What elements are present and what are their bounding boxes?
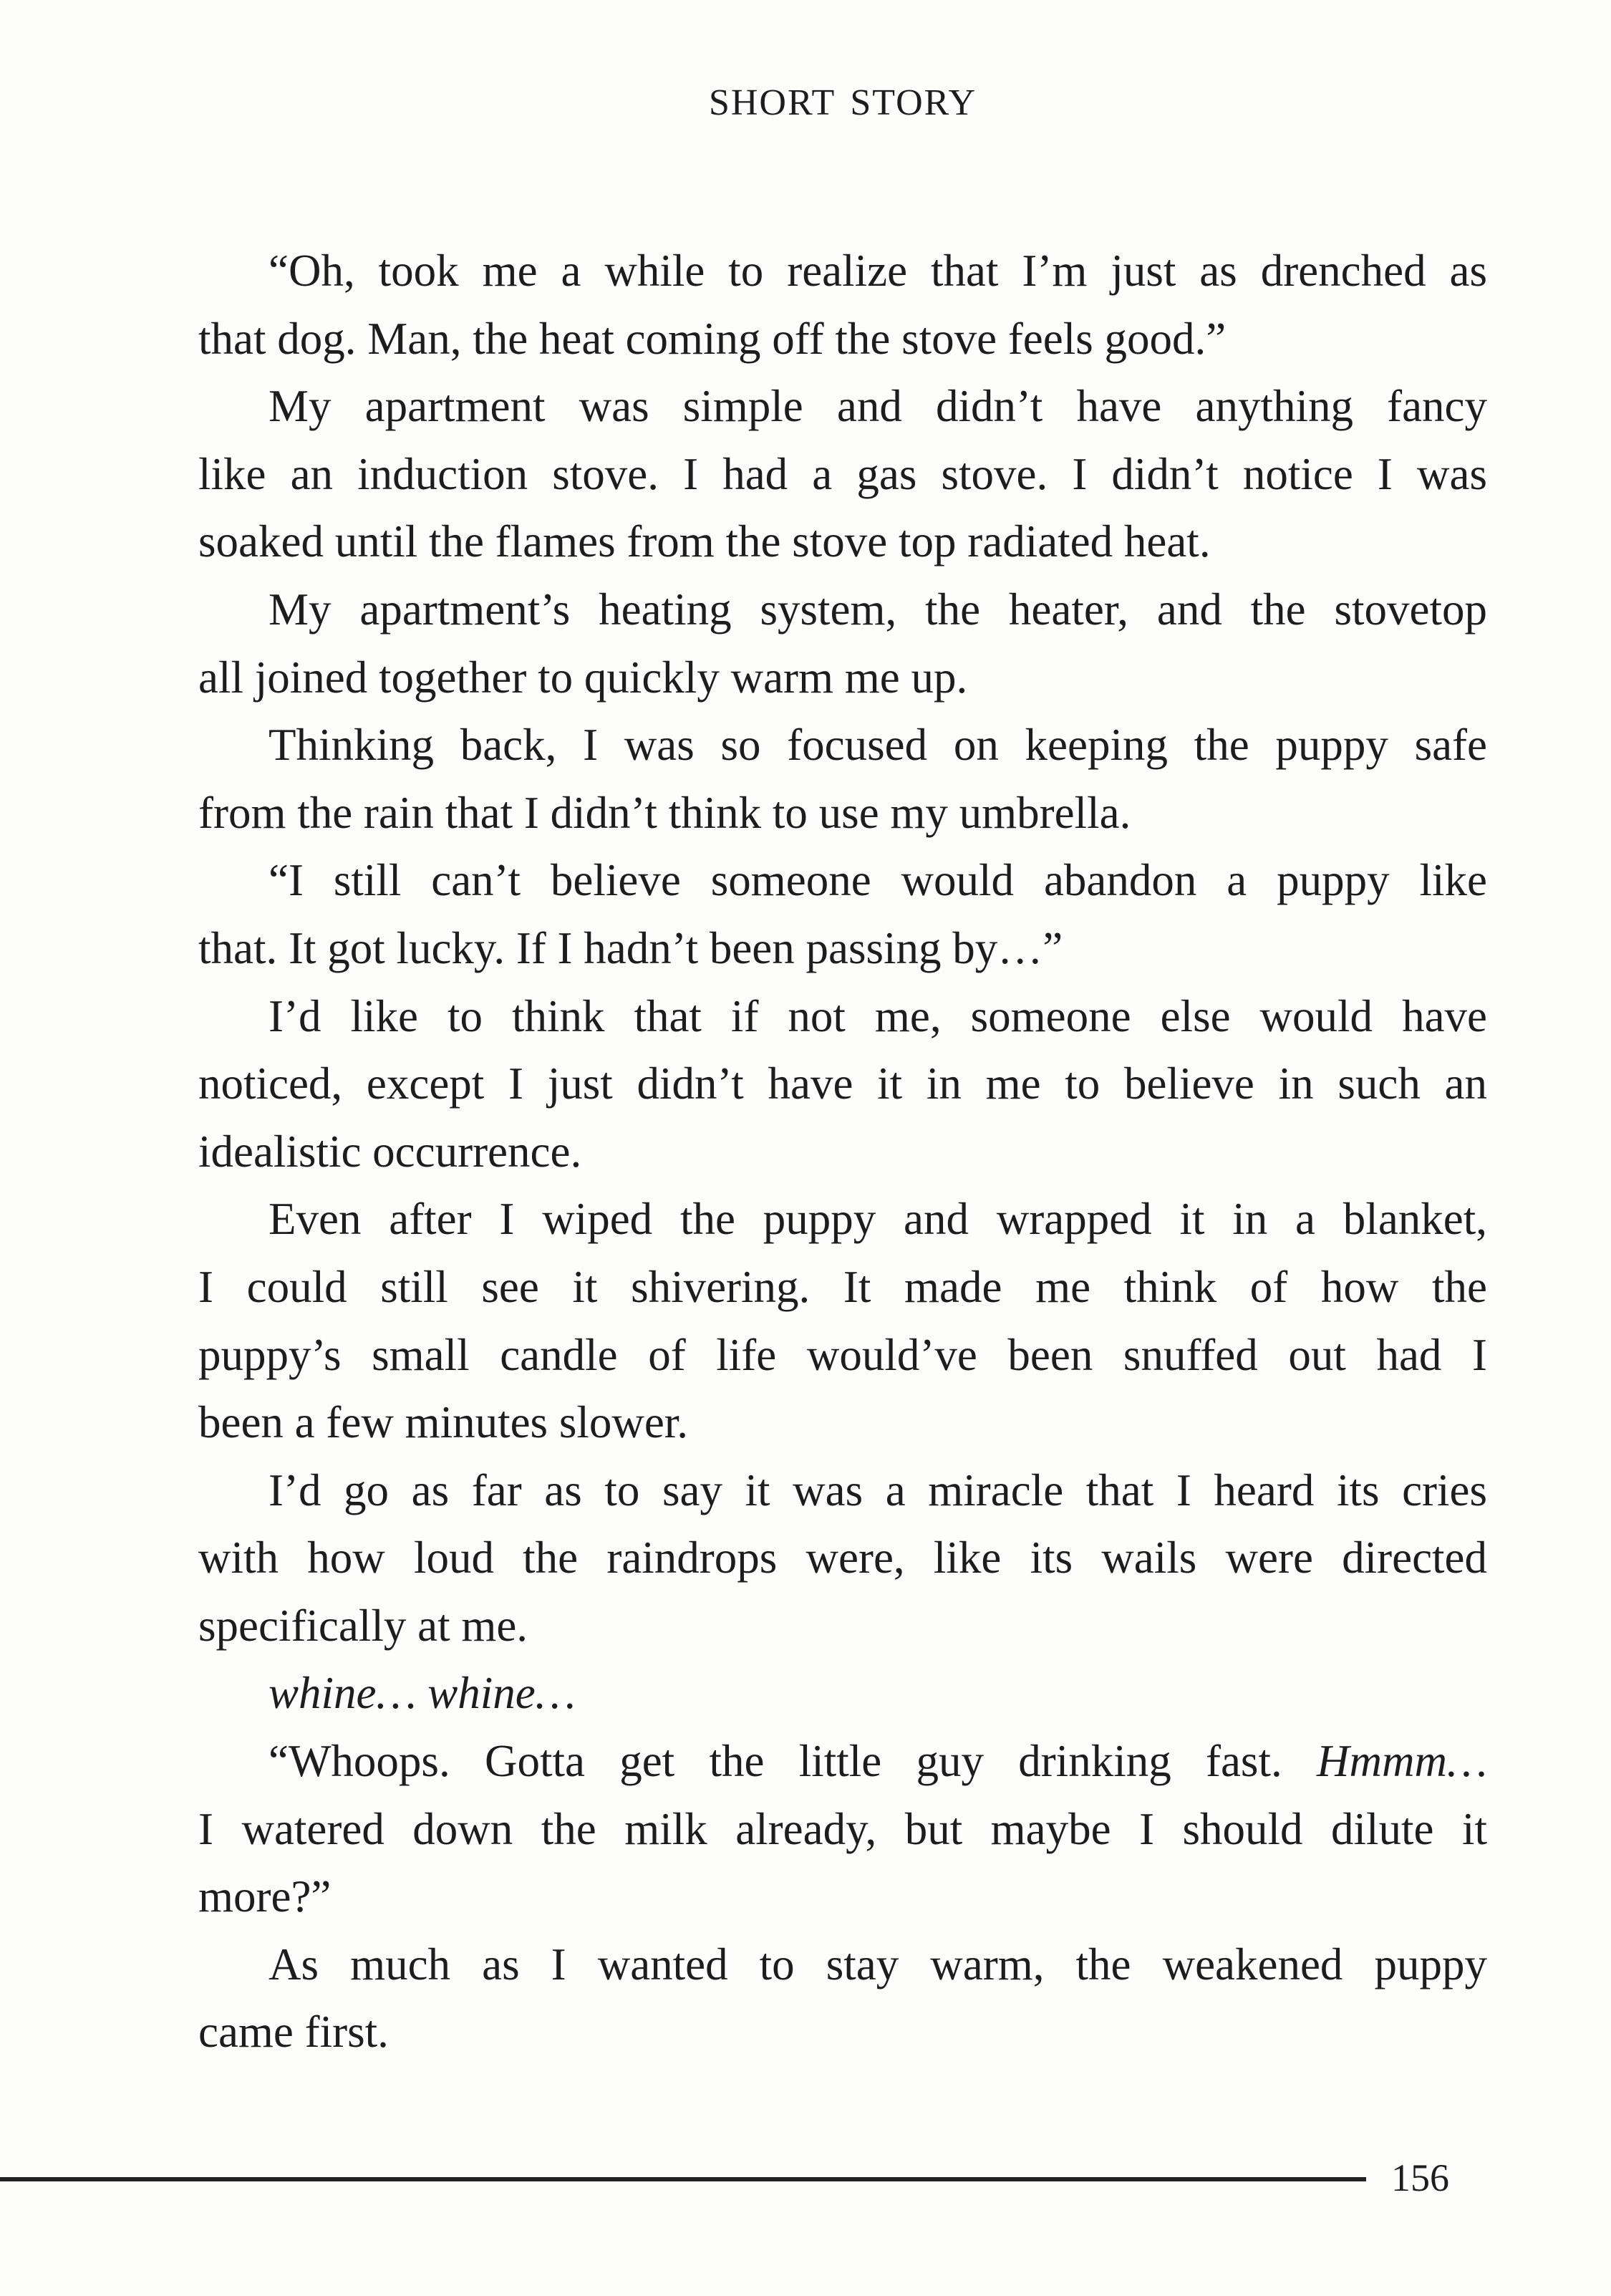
story-segment: been a few minutes slower. — [198, 1397, 689, 1448]
running-head: SHORT STORY — [708, 82, 977, 123]
story-segment: all joined together to quickly warm me up. — [198, 652, 968, 703]
story-segment: with how loud the raindrops were, like its wails were directed — [198, 1533, 1487, 1583]
story-line — [198, 1253, 1487, 1321]
story-line — [198, 1524, 1487, 1592]
story-line — [198, 508, 1487, 576]
story-line — [198, 1185, 1487, 1253]
story-segment: My apartment was simple and didn’t have anything fancy — [268, 381, 1487, 432]
story-line — [198, 1389, 1487, 1457]
story-segment: My apartment’s heating system, the heater, and the stovetop — [268, 584, 1487, 635]
story-line — [198, 1998, 1487, 2066]
story-line — [198, 915, 1487, 983]
story-line — [198, 1795, 1487, 1863]
story-segment: I’d go as far as to say it was a miracle that I heard its cries — [268, 1465, 1487, 1515]
story-segment: puppy’s small candle of life would’ve been snuffed out had I — [198, 1329, 1487, 1380]
story-segment: specifically at me. — [198, 1600, 528, 1651]
story-line — [198, 1863, 1487, 1931]
story-line — [198, 983, 1487, 1051]
story-line — [198, 576, 1487, 644]
story-line — [198, 779, 1487, 847]
story-segment: that. It got lucky. If I hadn’t been passing by…” — [198, 922, 1063, 973]
story-segment-italic: whine… whine… — [268, 1668, 576, 1719]
story-segment: soaked until the flames from the stove top radiated heat. — [198, 516, 1211, 567]
story-line — [198, 372, 1487, 440]
story-segment: idealistic occurrence. — [198, 1126, 582, 1177]
story-segment: that dog. Man, the heat coming off the stove feels good.” — [198, 313, 1227, 364]
story-line — [198, 1931, 1487, 1999]
story-line — [198, 1457, 1487, 1525]
story-line — [198, 1050, 1487, 1118]
footer-rule — [0, 2177, 1366, 2181]
story-line — [198, 711, 1487, 779]
story-segment: “Oh, took me a while to realize that I’m just as drenched as — [268, 246, 1487, 296]
story-text — [198, 237, 1487, 2066]
story-line — [198, 644, 1487, 712]
story-segment: I’d like to think that if not me, someone else would have — [268, 990, 1487, 1041]
story-segment: I could still see it shivering. It made me think of how the — [198, 1261, 1487, 1312]
story-line — [198, 305, 1487, 373]
story-segment: Thinking back, I was so focused on keeping the puppy safe — [268, 720, 1487, 771]
story-segment: like an induction stove. I had a gas stove. I didn’t notice I was — [198, 448, 1487, 499]
story-line — [198, 440, 1487, 508]
story-line — [198, 1727, 1487, 1795]
page-number: 156 — [1391, 2156, 1449, 2199]
story-segment: I watered down the milk already, but maybe I should dilute it — [198, 1803, 1487, 1854]
story-segment: “Whoops. Gotta get the little guy drinking fast. — [268, 1736, 1317, 1787]
story-segment: from the rain that I didn’t think to use my umbrella. — [198, 787, 1131, 838]
story-segment: As much as I wanted to stay warm, the weakened puppy — [268, 1939, 1487, 1989]
story-segment: came first. — [198, 2007, 389, 2058]
story-line — [198, 1321, 1487, 1389]
story-segment-italic: Hmmm… — [1316, 1736, 1487, 1787]
story-segment: “I still can’t believe someone would abandon a puppy like — [268, 855, 1487, 906]
story-line — [198, 1592, 1487, 1660]
story-line — [198, 846, 1487, 915]
story-line — [198, 237, 1487, 305]
story-line — [198, 1118, 1487, 1186]
story-segment: more?” — [198, 1871, 332, 1922]
story-segment: Even after I wiped the puppy and wrapped it in a blanket, — [268, 1194, 1487, 1245]
story-line — [198, 1659, 1487, 1727]
story-segment: noticed, except I just didn’t have it in me to believe in such an — [198, 1058, 1487, 1109]
